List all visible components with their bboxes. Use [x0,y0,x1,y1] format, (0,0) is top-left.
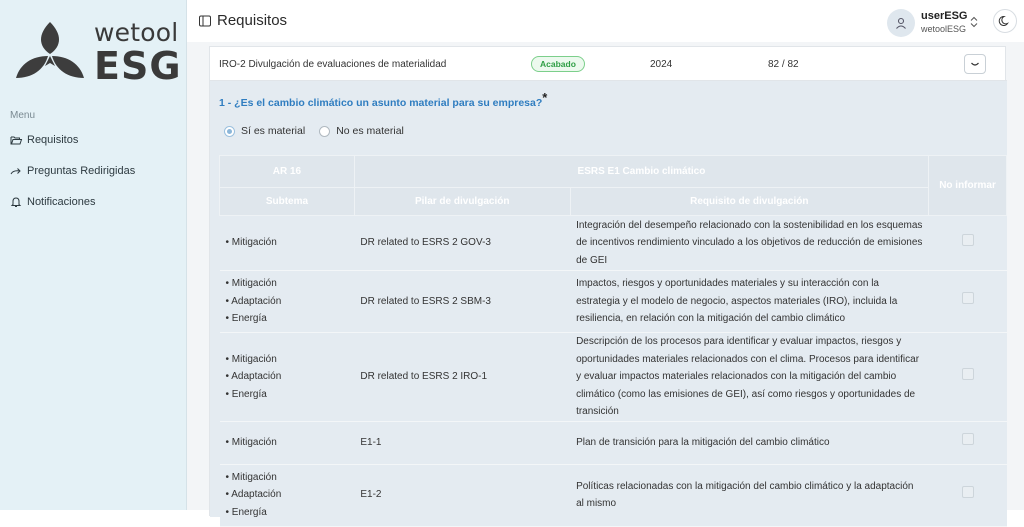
header-no-informar: No informar [929,156,1007,216]
radio-si-es-material[interactable] [224,125,305,137]
cell-subtema: • Mitigación • Adaptación • Energía [220,271,355,333]
sidebar-item-label: Requisitos [27,134,79,146]
folder-open-icon [10,134,22,146]
table-row [220,333,1007,422]
radio-dot-selected[interactable] [224,126,235,137]
cell-no-informar [929,421,1007,464]
collapse-button[interactable] [964,54,986,74]
user-org: wetoolESG [921,24,967,34]
user-icon [894,16,908,30]
header-subtema: Subtema [220,188,355,216]
cell-pilar: E1-2 [354,464,570,526]
chevron-down-icon [970,60,980,68]
no-informar-checkbox[interactable] [962,486,974,498]
requirement-year: 2024 [650,59,673,70]
table-row [220,216,1007,271]
brand-logo[interactable] [14,18,182,88]
cell-pilar: DR related to ESRS 2 SBM-3 [354,271,570,333]
header-group-ar16: AR 16 [220,156,355,188]
moon-icon [999,15,1011,27]
theme-toggle-button[interactable] [993,9,1017,33]
sidebar-item-preguntas-redirigidas[interactable] [10,161,135,181]
required-mark: * [542,90,548,105]
redirect-arrow-icon [10,165,22,177]
header-requisito: Requisito de divulgación [570,188,928,216]
user-name[interactable]: userESG [921,10,968,22]
header-pilar: Pilar de divulgación [354,188,570,216]
topbar [187,0,1024,42]
cell-no-informar [929,464,1007,526]
cell-no-informar [929,333,1007,422]
sidebar-item-label: Preguntas Redirigidas [27,165,136,177]
radio-dot[interactable] [319,126,330,137]
cell-requisito: Integración del desempeño relacionado con la sostenibilidad en los esquemas de incentivos rendimiento vinculado a los objetivos de reducción de emisiones de GEI [570,216,928,271]
header-group-esrs-e1: ESRS E1 Cambio climático [354,156,928,188]
cell-no-informar [929,216,1007,271]
cell-requisito: Descripción de los procesos para identificar y evaluar impactos, riesgos y oportunidades materiales relacionados con el clima. Procesos para identificar y evaluar impactos materiales relacionados con la mitigación del cambio climático (como las emisiones de GEI), así como riesgos y oportunidades de transición [570,333,928,422]
cell-subtema: • Mitigación [220,216,355,271]
radio-label: No es material [336,125,404,137]
brand-name-top: wetool [94,18,179,47]
cell-requisito: Políticas relacionadas con la mitigación del cambio climático y la adaptación al mismo [570,464,928,526]
disclosure-table [219,155,1007,527]
trillium-logo-icon [14,20,86,84]
cell-no-informar [929,271,1007,333]
sidebar-item-notificaciones[interactable] [10,192,95,212]
menu-label: Menu [10,110,36,121]
cell-pilar: DR related to ESRS 2 IRO-1 [354,333,570,422]
table-row [220,271,1007,333]
radio-no-es-material[interactable] [319,125,404,137]
requirement-progress: 82 / 82 [768,59,799,70]
cell-requisito: Plan de transición para la mitigación del cambio climático [570,421,928,464]
cell-subtema: • Mitigación [220,421,355,464]
chevron-up-down-icon[interactable] [969,16,979,28]
cell-pilar: DR related to ESRS 2 GOV-3 [354,216,570,271]
sidebar-toggle-icon[interactable] [199,15,211,27]
bell-icon [10,196,22,208]
avatar[interactable] [887,9,915,37]
requirement-card [209,46,1006,516]
requirement-name: IRO-2 Divulgación de evaluaciones de materialidad [219,59,447,70]
requirement-summary-row[interactable] [210,47,1007,81]
cell-subtema: • Mitigación • Adaptación • Energía [220,333,355,422]
table-row [220,421,1007,464]
no-informar-checkbox[interactable] [962,234,974,246]
brand-name-bottom: ESG [94,44,182,88]
materiality-radio-group [224,125,418,137]
page-title: Requisitos [217,12,288,29]
sidebar-item-label: Notificaciones [27,196,96,208]
question-text: 1 - ¿Es el cambio climático un asunto material para su empresa? [219,97,543,109]
requirement-detail [210,81,1007,517]
radio-label: Sí es material [241,125,306,137]
status-badge: Acabado [531,56,585,72]
table-row [220,464,1007,526]
no-informar-checkbox[interactable] [962,292,974,304]
sidebar-item-requisitos[interactable] [10,130,78,150]
sidebar [0,0,187,510]
cell-subtema: • Mitigación • Adaptación • Energía [220,464,355,526]
no-informar-checkbox[interactable] [962,433,974,445]
main-content [187,42,1024,518]
cell-pilar: E1-1 [354,421,570,464]
cell-requisito: Impactos, riesgos y oportunidades materiales y su interacción con la estrategia y el modelo de negocio, aspectos materiales (IRO), incluida la resiliencia, en relación con la mitigación del cambio climático [570,271,928,333]
no-informar-checkbox[interactable] [962,368,974,380]
question-title [219,90,548,109]
